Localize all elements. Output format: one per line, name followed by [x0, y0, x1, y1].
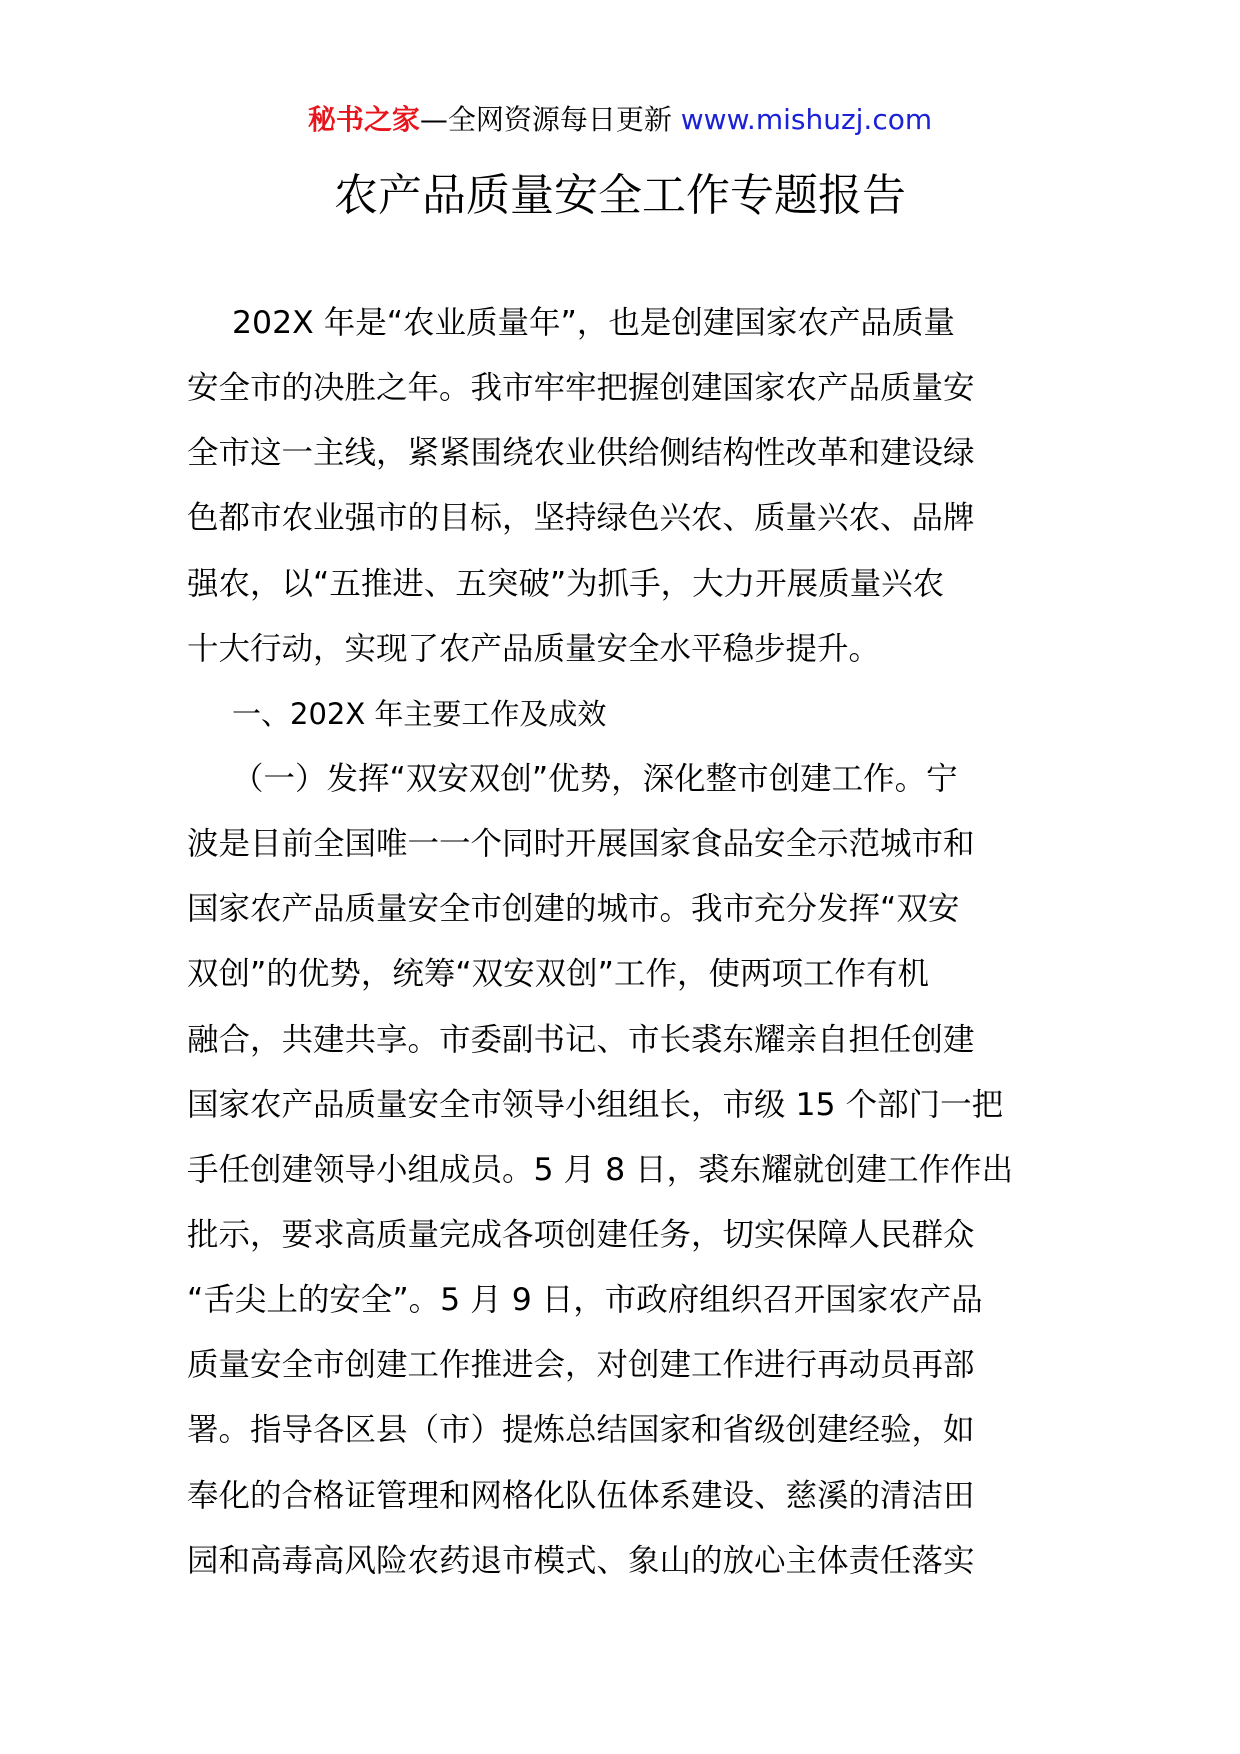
section-heading: 一、202X 年主要工作及成效 [232, 696, 607, 731]
paragraph-line: 色都市农业强市的目标，坚持绿色兴农、质量兴农、品牌 [187, 500, 975, 537]
paragraph-line: 国家农产品质量安全市领导小组组长，市级 15 个部门一把 [187, 1086, 1004, 1123]
paragraph-line: 手任创建领导小组成员。5 月 8 日，裘东耀就创建工作作出 [187, 1151, 1014, 1188]
document-title: 农产品质量安全工作专题报告 [334, 170, 906, 221]
paragraph-line: 十大行动，实现了农产品质量安全水平稳步提升。 [187, 630, 881, 667]
paragraph-line: 批示，要求高质量完成各项创建任务，切实保障人民群众 [187, 1216, 975, 1253]
paragraph-line: 园和高毒高风险农药退市模式、象山的放心主体责任落实 [187, 1542, 975, 1579]
paragraph-line: 波是目前全国唯一一个同时开展国家食品安全示范城市和 [187, 826, 975, 863]
paragraph-line: 奉化的合格证管理和网格化队伍体系建设、慈溪的清洁田 [187, 1477, 975, 1514]
document-body [187, 291, 1067, 1594]
paragraph-line: 202X 年是“农业质量年”，也是创建国家农产品质量 [232, 305, 955, 341]
paragraph-line: 全市这一主线，紧紧围绕农业供给侧结构性改革和建设绿 [187, 435, 975, 472]
brand-name: 秘书之家 [307, 103, 420, 136]
paragraph-line: 安全市的决胜之年。我市牢牢把握创建国家农产品质量安 [187, 370, 975, 407]
header-tagline: —全网资源每日更新 [419, 103, 681, 136]
paragraph-line: 强农，以“五推进、五突破”为抓手，大力开展质量兴农 [187, 565, 945, 602]
paragraph-line: “舌尖上的安全”。5 月 9 日，市政府组织召开国家农产品 [187, 1282, 983, 1319]
paragraph-line: 双创”的优势，统筹“双安双创”工作，使两项工作有机 [187, 956, 929, 993]
paragraph-line: （一）发挥“双安双创”优势，深化整市创建工作。宁 [232, 760, 958, 797]
site-header [0, 100, 1240, 140]
paragraph-line: 质量安全市创建工作推进会，对创建工作进行再动员再部 [187, 1347, 975, 1384]
site-url[interactable]: www.mishuzj.com [680, 103, 933, 136]
paragraph-line: 署。指导各区县（市）提炼总结国家和省级创建经验，如 [187, 1412, 975, 1449]
paragraph-line: 融合，共建共享。市委副书记、市长裘东耀亲自担任创建 [187, 1021, 975, 1058]
paragraph-line: 国家农产品质量安全市创建的城市。我市充分发挥“双安 [187, 891, 960, 928]
